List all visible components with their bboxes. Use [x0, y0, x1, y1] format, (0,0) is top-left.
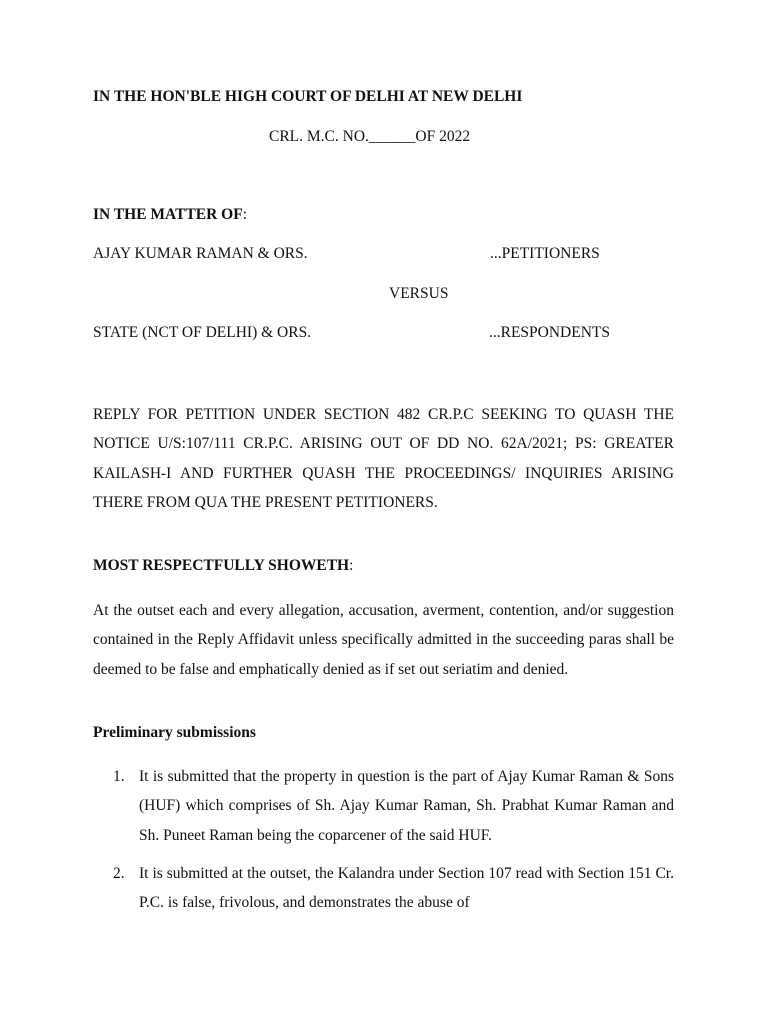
matter-of-heading	[93, 206, 247, 224]
matter-of-label: IN THE MATTER OF	[93, 206, 243, 223]
list-item-text: It is submitted that the property in question is the part of Ajay Kumar Raman & Sons (HUF) which comprises of Sh. Ajay Kumar Raman, Sh. Prabhat Kumar Raman and Sh. Puneet Raman being the coparcener of the said HUF.	[139, 768, 674, 844]
showeth-heading	[93, 557, 353, 575]
list-item-text: It is submitted at the outset, the Kalandra under Section 107 read with Section 151 Cr. P.C. is false, frivolous, and demonstrates the abuse of	[139, 864, 674, 912]
respondent-name: STATE (NCT OF DELHI) & ORS.	[93, 324, 312, 341]
showeth-colon: :	[349, 557, 354, 574]
list-item	[113, 859, 674, 918]
matter-of-colon: :	[242, 206, 248, 223]
court-title: IN THE HON'BLE HIGH COURT OF DELHI AT NEW DELHI	[93, 88, 523, 105]
list-item-number: 2.	[113, 864, 125, 882]
preliminary-heading: Preliminary submissions	[93, 724, 256, 741]
submissions-list	[113, 762, 674, 926]
outset-paragraph: At the outset each and every allegation, accusation, averment, contention, and/or suggestion contained in the Reply Affidavit unless specifically admitted in the succeeding paras shall be deemed to be false and emphatically denied as if set out seriatim and denied.	[93, 602, 674, 678]
list-item	[113, 762, 674, 850]
reply-heading: REPLY FOR PETITION UNDER SECTION 482 CR.P.C SEEKING TO QUASH THE NOTICE U/S:107/111 CR.P.C. ARISING OUT OF DD NO. 62A/2021; PS: GREATER KAILASH-I AND FURTHER QUASH THE PROCEEDINGS/ INQUIRIES ARISING THERE FROM QUA THE PRESENT PETITIONERS.	[93, 406, 674, 511]
petitioner-name: AJAY KUMAR RAMAN & ORS.	[93, 245, 308, 262]
showeth-label: MOST RESPECTFULLY SHOWETH	[93, 557, 350, 574]
case-number: CRL. M.C. NO.______OF 2022	[269, 128, 471, 145]
versus-label: VERSUS	[389, 285, 449, 302]
list-item-number: 1.	[113, 768, 125, 785]
respondent-role: ...RESPONDENTS	[489, 324, 611, 341]
petitioner-role: ...PETITIONERS	[490, 245, 600, 262]
